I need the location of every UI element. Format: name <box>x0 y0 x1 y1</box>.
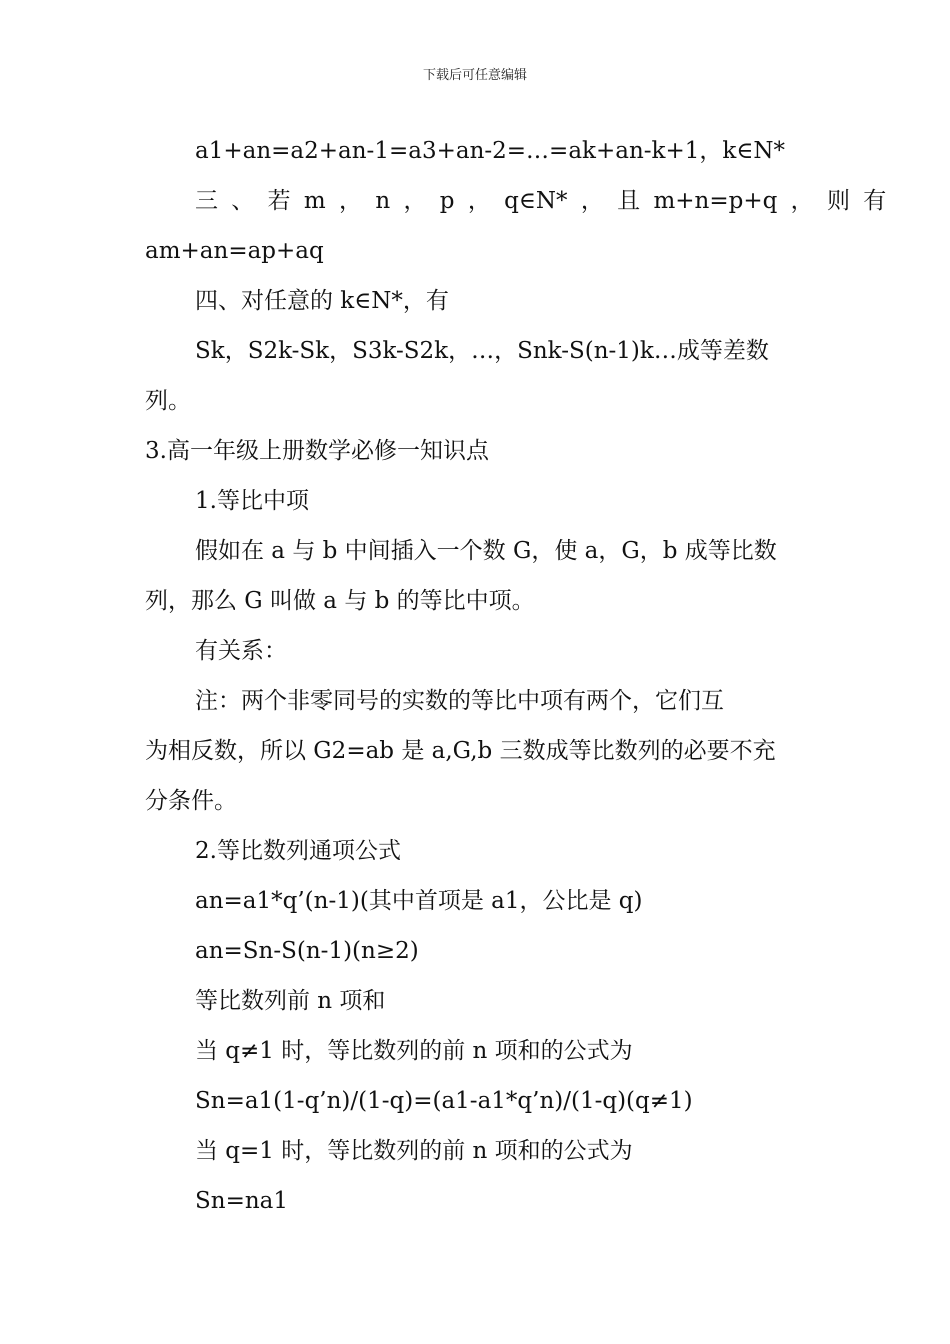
formula-line: Sn=a1(1-q’n)/(1-q)=(a1-a1*q’n)/(1-q)(q≠1) <box>195 1088 693 1114</box>
paragraph-line: Sk，S2k-Sk，S3k-S2k，…，Snk-S(n-1)k…成等差数 <box>195 338 769 364</box>
formula-line: Sn=na1 <box>195 1188 288 1214</box>
formula-line: a1+an=a2+an-1=a3+an-2=…=ak+an-k+1，k∈N* <box>195 138 785 164</box>
paragraph-line: 当 q=1 时，等比数列的前 n 项和的公式为 <box>195 1138 633 1164</box>
paragraph-line: 等比数列前 n 项和 <box>195 988 386 1014</box>
section-heading: 3.高一年级上册数学必修一知识点 <box>145 438 489 464</box>
paragraph-line: 假如在 a 与 b 中间插入一个数 G，使 a，G，b 成等比数 <box>195 538 777 564</box>
paragraph-line: 列，那么 G 叫做 a 与 b 的等比中项。 <box>145 588 535 614</box>
paragraph-line: 为相反数，所以 G2=ab 是 a,G,b 三数成等比数列的必要不充 <box>145 738 776 764</box>
paragraph-line: 列。 <box>145 388 191 414</box>
paragraph-line: 注：两个非零同号的实数的等比中项有两个，它们互 <box>195 688 724 714</box>
paragraph-line: 三 、 若 m ， n ， p ， q∈N* ， 且 m+n=p+q ， 则 有 <box>195 188 887 214</box>
formula-line: an=a1*q’(n-1)(其中首项是 a1，公比是 q) <box>195 888 643 914</box>
formula-line: an=Sn-S(n-1)(n≥2) <box>195 938 419 964</box>
formula-line: am+an=ap+aq <box>145 238 324 264</box>
document-body <box>145 126 887 1226</box>
paragraph-line: 有关系： <box>195 638 287 664</box>
paragraph-line: 四、对任意的 k∈N*，有 <box>195 288 449 314</box>
subsection-heading: 1.等比中项 <box>195 488 309 514</box>
page-header: 下载后可任意编辑 <box>422 68 527 83</box>
subsection-heading: 2.等比数列通项公式 <box>195 838 401 864</box>
paragraph-line: 分条件。 <box>145 788 237 814</box>
paragraph-line: 当 q≠1 时，等比数列的前 n 项和的公式为 <box>195 1038 633 1064</box>
